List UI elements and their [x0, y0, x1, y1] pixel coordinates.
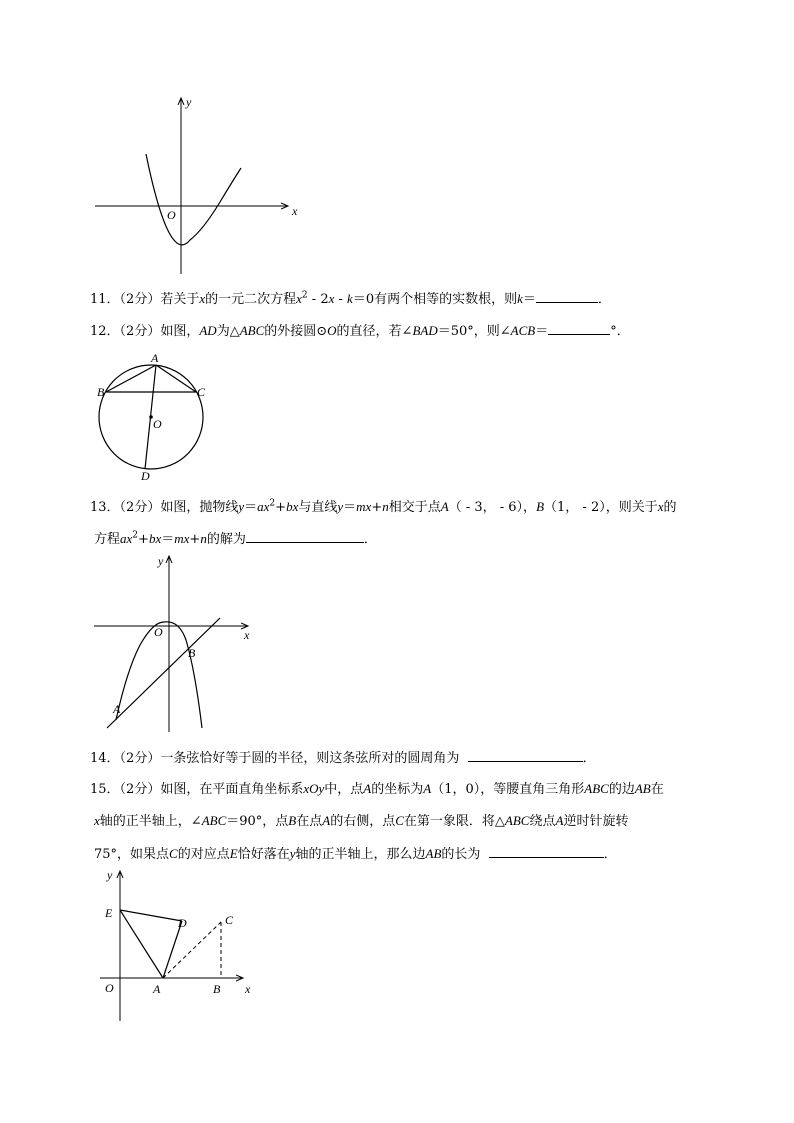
q13-var: mx	[356, 499, 372, 514]
dashed-ac	[163, 922, 221, 978]
straight-line	[107, 618, 220, 728]
label-b: B	[213, 982, 221, 996]
q14-answer-blank[interactable]	[468, 749, 583, 762]
chord-ac	[156, 365, 196, 392]
q12-var: ACB	[510, 323, 536, 338]
q15-text: 的长为	[441, 847, 481, 862]
segment-ed	[120, 910, 182, 921]
q12-var: BAD	[412, 323, 438, 338]
q15-text: 的右侧，点	[330, 814, 396, 829]
question-12	[90, 322, 630, 340]
label-b: B	[188, 646, 196, 660]
q15-var: xOy	[303, 781, 325, 796]
q12-var: O	[327, 323, 337, 338]
circle-figure-q12	[90, 346, 220, 486]
q13-var: n	[200, 531, 207, 546]
q13-exponent: 2	[132, 530, 139, 541]
q12-text: 为△	[216, 324, 240, 339]
q13-score: （2分）	[119, 500, 161, 515]
q11-text: 若关于	[160, 292, 200, 307]
segment-ea	[120, 910, 163, 978]
q13-var: y	[238, 499, 245, 514]
q11-text: -	[334, 292, 348, 307]
q15-text: 如图，在平面直角坐标系	[160, 782, 304, 797]
q11-var: x	[328, 291, 335, 306]
q15-text: 在点	[296, 814, 323, 829]
origin-label: O	[154, 625, 163, 639]
q13-exponent: 2	[269, 498, 276, 509]
q13-text: ＝	[244, 500, 258, 515]
q13-text: 方程	[94, 532, 121, 547]
q15-var: AB	[634, 781, 651, 796]
label-a: A	[153, 982, 161, 996]
origin-label: O	[167, 208, 176, 222]
q15-var: x	[94, 813, 100, 828]
q13-var: mx	[174, 531, 190, 546]
label-a: A	[151, 351, 159, 365]
q11-text: ＝	[522, 292, 536, 307]
question-15-line-1	[90, 781, 664, 798]
q15-var: A	[363, 781, 372, 796]
label-c: C	[197, 385, 206, 399]
q15-text: 轴的正半轴上，∠	[99, 814, 202, 829]
q13-text: 如图，抛物线	[160, 500, 239, 515]
label-b: B	[97, 385, 105, 399]
y-axis-label: y	[158, 554, 164, 568]
label-d: D	[141, 469, 150, 483]
question-13-line-2	[94, 530, 377, 548]
q11-answer-blank[interactable]	[536, 290, 598, 303]
label-c: C	[225, 913, 234, 927]
question-11	[90, 290, 611, 308]
q13-var: A	[440, 499, 449, 514]
label-a: A	[113, 702, 121, 716]
q15-text: ＝90°，点	[226, 814, 289, 829]
q13-text: +	[371, 500, 383, 515]
label-e: E	[105, 906, 113, 920]
q13-var: x	[657, 499, 664, 514]
label-o: O	[153, 417, 162, 431]
q11-end: ．	[597, 292, 611, 307]
q14-number: 14．	[90, 751, 120, 766]
q15-text: 恰好落在	[237, 847, 290, 862]
question-15-line-2	[94, 813, 628, 830]
q12-var: AD	[199, 323, 217, 338]
question-13-line-1	[90, 499, 677, 516]
q13-text: +	[189, 532, 201, 547]
q13-text: 的	[663, 500, 677, 515]
q15-var: E	[229, 846, 238, 861]
q13-end: ．	[363, 532, 377, 547]
q13-number: 13．	[90, 500, 120, 515]
q15-var: ABC	[201, 813, 227, 828]
q15-var: y	[289, 846, 296, 861]
q13-var: bx	[148, 531, 162, 546]
q11-text: 的一元二次方程	[205, 292, 297, 307]
q11-var: k	[347, 291, 353, 306]
q15-text: 轴的正半轴上，那么边	[295, 847, 426, 862]
q13-var: n	[382, 499, 389, 514]
q12-answer-blank[interactable]	[548, 322, 610, 335]
q15-text: 在第一象限．将△	[403, 814, 505, 829]
q15-var: A	[423, 781, 432, 796]
q13-var: ax	[257, 499, 270, 514]
question-14	[90, 749, 596, 767]
q13-var: B	[536, 499, 545, 514]
q11-var: k	[517, 291, 523, 306]
q12-var: ABC	[239, 323, 265, 338]
q12-score: （2分）	[119, 324, 161, 339]
q15-text: 的坐标为	[371, 782, 424, 797]
q13-text: ＝	[343, 500, 357, 515]
parabola-curve	[146, 154, 241, 245]
q13-var: y	[337, 499, 344, 514]
q11-var: x	[199, 291, 206, 306]
q15-var: C	[169, 846, 178, 861]
question-15-line-3	[94, 845, 617, 863]
y-axis-label: y	[107, 868, 113, 882]
q15-text: 在	[650, 782, 664, 797]
q15-var: AB	[425, 846, 442, 861]
q11-text: ＝0有两个相等的实数根，则	[352, 292, 518, 307]
label-o: O	[105, 981, 114, 995]
q11-score: （2分）	[119, 292, 161, 307]
q13-answer-blank[interactable]	[246, 530, 364, 543]
q14-end: ．	[582, 751, 596, 766]
q11-number: 11．	[90, 292, 120, 307]
q13-text: （ - 3， - 6），	[448, 500, 537, 515]
x-axis-label: x	[292, 204, 298, 218]
q15-text: 绕点	[529, 814, 556, 829]
q13-text: 相交于点	[388, 500, 441, 515]
q13-var: ax	[120, 531, 133, 546]
q15-var: A	[555, 813, 564, 828]
q12-text: 的直径，若∠	[336, 324, 413, 339]
q15-text: 75°，如果点	[94, 847, 170, 862]
q13-text: ＝	[161, 532, 175, 547]
q15-score: （2分）	[119, 782, 161, 797]
q15-answer-blank[interactable]	[489, 845, 604, 858]
q11-exponent: 2	[301, 290, 308, 301]
q15-text: 的边	[608, 782, 635, 797]
q15-text: 中，点	[324, 782, 364, 797]
q12-number: 12．	[90, 324, 120, 339]
parabola-figure-q10	[90, 92, 310, 277]
q15-var: ABC	[504, 813, 530, 828]
q14-text: 一条弦恰好等于圆的半径，则这条弦所对的圆周角为	[160, 751, 460, 766]
q13-text: +	[138, 532, 149, 547]
q15-var: C	[395, 813, 404, 828]
q11-var: x	[296, 291, 302, 306]
q12-text: 的外接圆⊙	[264, 324, 328, 339]
q13-text: 与直线	[298, 500, 338, 515]
q15-text: 逆时针旋转	[563, 814, 629, 829]
q12-text: 如图，	[160, 324, 200, 339]
q15-var: B	[288, 813, 297, 828]
x-axis-label: x	[244, 628, 250, 642]
q12-text: ＝50°，则∠	[437, 324, 511, 339]
q11-text: - 2	[307, 292, 329, 307]
rotation-figure-q15	[95, 866, 265, 1026]
q13-text: 的解为	[206, 532, 246, 547]
label-d: D	[178, 916, 187, 930]
q13-text: （1， - 2），则关于	[544, 500, 658, 515]
q15-text: （1，0），等腰直角三角形	[431, 782, 585, 797]
q15-var: A	[322, 813, 331, 828]
q14-score: （2分）	[119, 751, 161, 766]
q15-end: ．	[603, 847, 617, 862]
parabola-line-figure-q13	[90, 550, 260, 735]
q15-text: 的对应点	[177, 847, 230, 862]
q12-end: °．	[610, 324, 630, 339]
q15-var: ABC	[584, 781, 609, 796]
q13-var: bx	[286, 499, 299, 514]
q15-number: 15．	[90, 782, 120, 797]
q12-text: ＝	[535, 324, 549, 339]
y-axis-label: y	[186, 95, 192, 109]
q13-text: +	[275, 500, 287, 515]
x-axis-label: x	[245, 982, 251, 996]
